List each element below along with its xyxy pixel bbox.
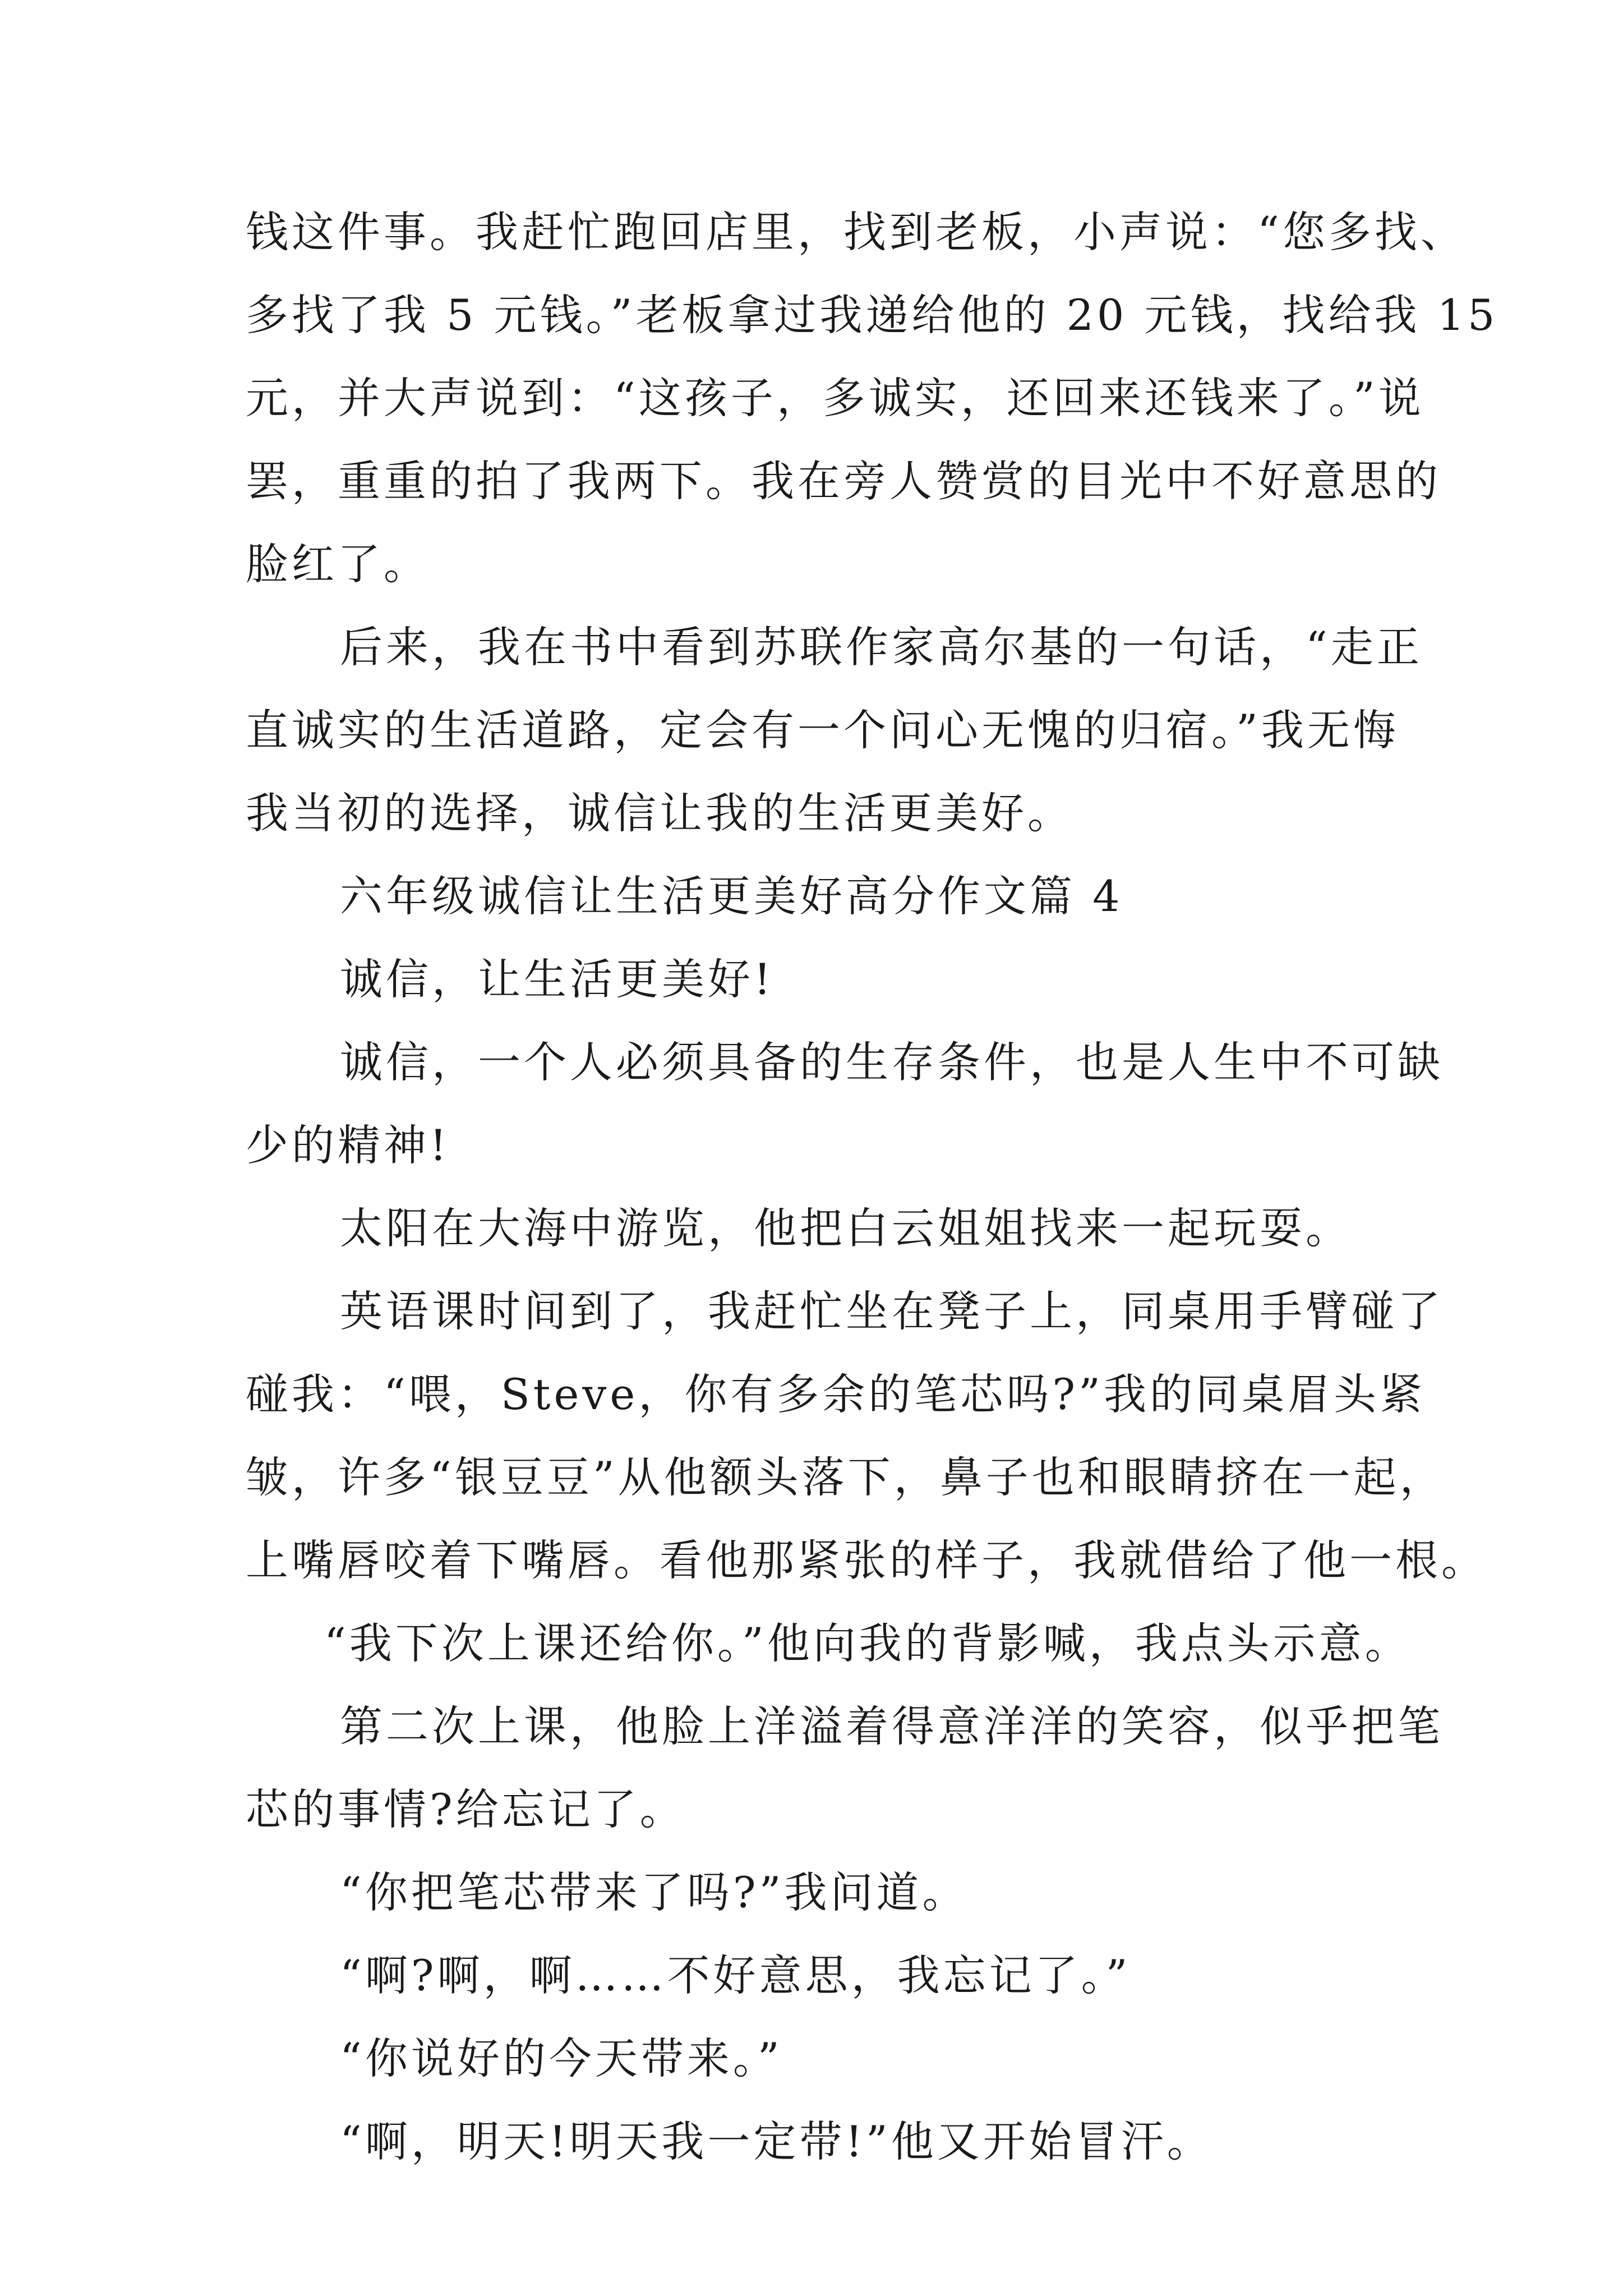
text-line: 罢，重重的拍了我两下。我在旁人赞赏的目光中不好意思的: [246, 456, 1441, 506]
text-line: 直诚实的生活道路，定会有一个问心无愧的归宿。”我无悔: [246, 705, 1399, 755]
paragraph-start-line: 第二次上课，他脸上洋溢着得意洋洋的笑容，似乎把笔: [340, 1701, 1444, 1751]
dialogue-line: “啊，明天!明天我一定带!”他又开始冒汗。: [340, 2116, 1213, 2166]
paragraph-start-line: 诚信，一个人必须具备的生存条件，也是人生中不可缺: [340, 1037, 1444, 1087]
essay-body: [246, 191, 1498, 2183]
paragraph-start-line: 后来，我在书中看到苏联作家高尔基的一句话，“走正: [340, 622, 1423, 672]
dialogue-line: “啊?啊，啊……不好意思，我忘记了。”: [340, 1950, 1131, 2000]
section-heading: 六年级诚信让生活更美好高分作文篇 4: [340, 871, 1123, 921]
text-line: 钱这件事。我赶忙跑回店里，找到老板，小声说：“您多找、: [246, 207, 1467, 257]
text-line: 皱，许多“银豆豆”从他额头落下，鼻子也和眼睛挤在一起，: [246, 1452, 1446, 1502]
paragraph-start-line: 英语课时间到了，我赶忙坐在凳子上，同桌用手臂碰了: [340, 1286, 1444, 1336]
essay-title: 诚信，让生活更美好!: [340, 954, 774, 1004]
paragraph-start-line: “我下次上课还给你。”他向我的背影喊，我点头示意。: [324, 1618, 1411, 1668]
text-line: 脸红了。: [246, 539, 430, 589]
text-line: 碰我：“喂，Steve，你有多余的笔芯吗?”我的同桌眉头紧: [246, 1369, 1426, 1419]
text-line: 上嘴唇咬着下嘴唇。看他那紧张的样子，我就借给了他一根。: [246, 1535, 1487, 1585]
text-line: 我当初的选择，诚信让我的生活更美好。: [246, 788, 1073, 838]
text-line: 少的精神!: [246, 1120, 450, 1170]
text-line: 元，并大声说到：“这孩子，多诚实，还回来还钱来了。”说: [246, 373, 1424, 423]
text-line: 芯的事情?给忘记了。: [246, 1784, 686, 1834]
text-line: 多找了我 5 元钱。”老板拿过我递给他的 20 元钱，找给我 15: [246, 290, 1498, 340]
dialogue-line: “你说好的今天带来。”: [340, 2033, 783, 2083]
paragraph-start-line: 太阳在大海中游览，他把白云姐姐找来一起玩耍。: [340, 1203, 1352, 1253]
dialogue-line: “你把笔芯带来了吗?”我问道。: [340, 1867, 969, 1917]
